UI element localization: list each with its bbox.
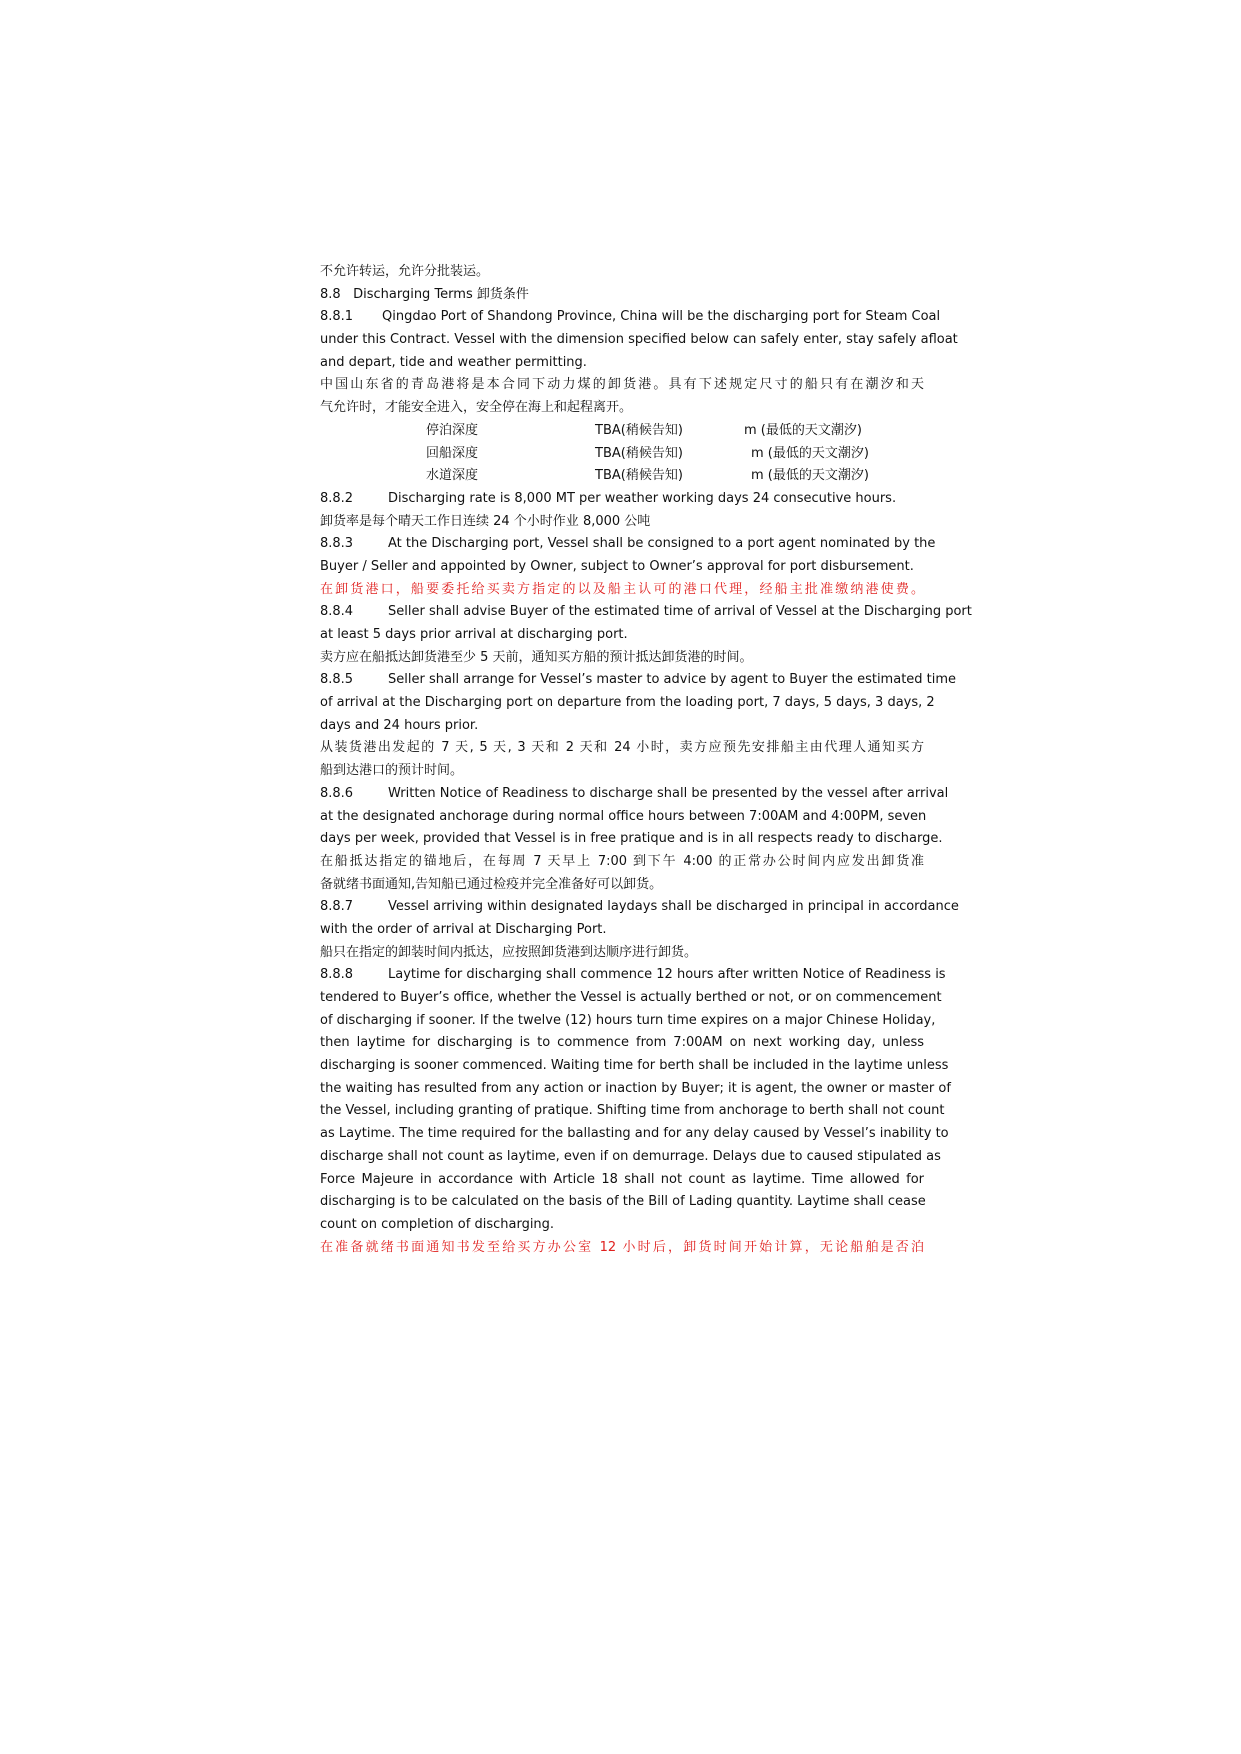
clause-number: 8.8.1 [320, 309, 354, 325]
clause-line: Force Majeure in accordance with Article 18 shall not count as laytime. Time allowed for [320, 1171, 924, 1187]
clause-line: 8.8.1 Qingdao Port of Shandong Province, China will be the discharging port for Steam Coal [320, 306, 924, 329]
clause-line: 8.8.6 Written Notice of Readiness to discharge shall be presented by the vessel after arrival [320, 783, 924, 806]
clause-line: with the order of arrival at Discharging Port. [320, 921, 607, 937]
clause-line-zh: 船只在指定的卸装时间内抵达，应按照卸货港到达顺序进行卸货。 [320, 944, 698, 960]
clause-line-zh: 中国山东省的青岛港将是本合同下动力煤的卸货港。具有下述规定尺寸的船只有在潮汐和天 [320, 377, 924, 393]
intro-line: 不允许转运，允许分批装运。 [320, 264, 490, 279]
clause-line: as Laytime. The time required for the ballasting and for any delay caused by Vessel’s inability to [320, 1126, 949, 1142]
clause-line: 8.8.5 Seller shall arrange for Vessel’s master to advice by agent to Buyer the estimated time [320, 669, 924, 692]
clause-line: discharging is sooner commenced. Waiting time for berth shall be included in the laytime unless [320, 1058, 949, 1074]
clause-line: 8.8.7 Vessel arriving within designated laydays shall be discharged in principal in accordance [320, 896, 924, 919]
depth-label: 停泊深度 [426, 422, 479, 438]
depth-value: TBA(稍候告知) [595, 422, 683, 438]
clause-line: at the designated anchorage during normal office hours between 7:00AM and 4:00PM, seven [320, 808, 927, 824]
clause-line: and depart, tide and weather permitting. [320, 354, 587, 370]
clause-line: the Vessel, including granting of pratique. Shifting time from anchorage to berth shall not count [320, 1103, 945, 1119]
depth-row [320, 465, 924, 488]
clause-number: 8.8.4 [320, 604, 354, 620]
depth-row [320, 443, 924, 466]
section-heading [320, 284, 924, 307]
clause-8-8-8 [320, 964, 951, 1259]
clause-number: 8.8.6 [320, 785, 354, 801]
clause-number: 8.8.7 [320, 899, 354, 915]
section-number: 8.8 [320, 286, 341, 302]
clause-8-8-4 [320, 601, 972, 669]
depth-value: TBA(稍候告知) [595, 445, 683, 461]
clause-line: count on completion of discharging. [320, 1216, 555, 1232]
clause-line-zh-highlight: 在卸货港口，船要委托给买卖方指定的以及船主认可的港口代理，经船主批准缴纳港使费。 [320, 581, 924, 597]
clause-line: at least 5 days prior arrival at discharging port. [320, 627, 628, 642]
clause-line: then laytime for discharging is to commence from 7:00AM on next working day, unless [320, 1035, 924, 1051]
clause-8-8-6 [320, 783, 949, 896]
clause-line: discharging is to be calculated on the basis of the Bill of Lading quantity. Laytime shall cease [320, 1194, 926, 1210]
depth-label: 水道深度 [426, 468, 479, 484]
section-title: Discharging Terms 卸货条件 [353, 286, 529, 302]
clause-line: of discharging if sooner. If the twelve (12) hours turn time expires on a major Chinese Holiday, [320, 1012, 936, 1028]
depth-value: TBA(稍候告知) [595, 468, 683, 484]
clause-line: of arrival at the Discharging port on departure from the loading port, 7 days, 5 days, 3 days, 2 [320, 695, 935, 711]
clause-line: 8.8.2 Discharging rate is 8,000 MT per weather working days 24 consecutive hours. [320, 488, 924, 511]
clause-line: 8.8.8 Laytime for discharging shall commence 12 hours after written Notice of Readiness is [320, 964, 924, 987]
clause-number: 8.8.5 [320, 672, 354, 688]
depth-unit: m (最低的天文潮汐) [751, 445, 869, 461]
clause-8-8-3 [320, 533, 936, 601]
clause-line: days per week, provided that Vessel is in free pratique and is in all respects ready to discharge. [320, 831, 943, 847]
depth-unit: m (最低的天文潮汐) [751, 468, 869, 484]
clause-line: 8.8.4 Seller shall advise Buyer of the estimated time of arrival of Vessel at the Discharging port [320, 601, 924, 624]
clause-line-zh: 从装货港出发起的 7 天, 5 天, 3 天和 2 天和 24 小时，卖方应预先安排船主由代理人通知买方 [320, 740, 924, 756]
clause-line-zh: 备就绪书面通知,告知船已通过检疫并完全准备好可以卸货。 [320, 876, 663, 892]
clause-line: the waiting has resulted from any action or inaction by Buyer; it is agent, the owner or master of [320, 1080, 951, 1096]
clause-line: Buyer / Seller and appointed by Owner, subject to Owner’s approval for port disbursement. [320, 558, 914, 574]
depth-label: 回船深度 [426, 445, 479, 461]
clause-line-zh: 在船抵达指定的锚地后，在每周 7 天早上 7:00 到下午 4:00 的正常办公时间内应发出卸货准 [320, 853, 924, 869]
clause-line: under this Contract. Vessel with the dimension specified below can safely enter, stay safely afloat [320, 332, 958, 348]
clause-8-8-7 [320, 896, 959, 964]
clause-number: 8.8.8 [320, 967, 354, 983]
clause-line: discharge shall not count as laytime, even if on demurrage. Delays due to caused stipulated as [320, 1148, 941, 1164]
clause-line-zh-highlight: 在准备就绪书面通知书发至给买方办公室 12 小时后，卸货时间开始计算，无论船舶是否泊 [320, 1239, 924, 1255]
clause-number: 8.8.3 [320, 536, 354, 552]
clause-line: tendered to Buyer’s office, whether the Vessel is actually berthed or not, or on commencement [320, 990, 942, 1005]
clause-line: days and 24 hours prior. [320, 717, 479, 733]
clause-line: 8.8.3 At the Discharging port, Vessel shall be consigned to a port agent nominated by the [320, 533, 924, 556]
depth-unit: m (最低的天文潮汐) [744, 422, 862, 438]
clause-line-zh: 船到达港口的预计时间。 [320, 763, 464, 779]
contract-page [320, 261, 972, 1259]
depth-row [320, 420, 924, 443]
clause-8-8-5 [320, 669, 957, 782]
clause-number: 8.8.2 [320, 490, 354, 506]
clause-8-8-1 [320, 306, 958, 488]
clause-line-zh: 卖方应在船抵达卸货港至少 5 天前，通知买方船的预计抵达卸货港的时间。 [320, 649, 753, 665]
clause-8-8-2 [320, 488, 924, 533]
clause-line-zh: 卸货率是每个晴天工作日连续 24 个小时作业 8,000 公吨 [320, 513, 651, 529]
clause-line-zh: 气允许时，才能安全进入，安全停在海上和起程离开。 [320, 400, 633, 416]
